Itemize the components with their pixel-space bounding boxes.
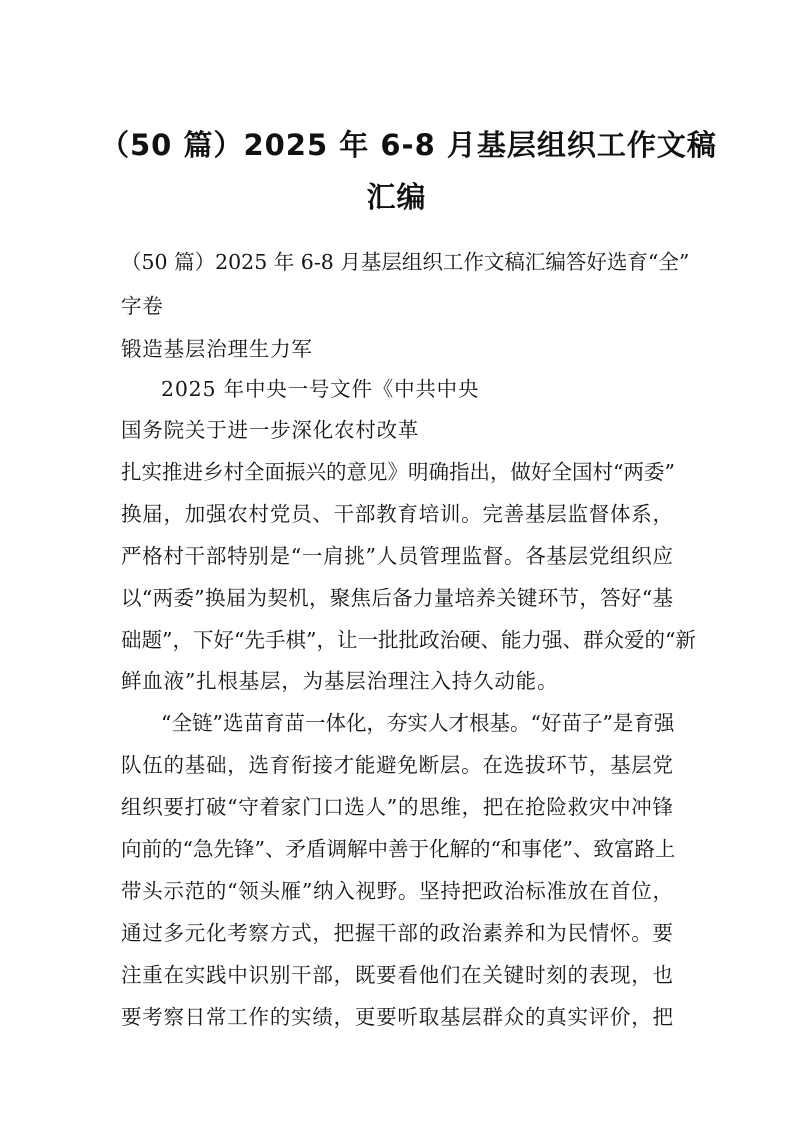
body-line: 以“两委”换届为契机，聚焦后备力量培养关键环节，答好“基 [121, 586, 673, 610]
body-line: 国务院关于进一步深化农村改革 [121, 418, 420, 442]
body-line: 础题”，下好“先手棋”，让一批批政治硬、能力强、群众爱的“新 [121, 628, 696, 652]
body-line: 向前的“急先锋”、矛盾调解中善于化解的“和事佬”、致富路上 [121, 837, 676, 861]
body-line: （50 篇）2025 年 6-8 月基层组织工作文稿汇编答好选育“全” [121, 250, 690, 274]
body-line: “全链”选苗育苗一体化，夯实人才根基。“好苗子”是育强 [161, 711, 675, 735]
body-line: 带头示范的“领头雁”纳入视野。坚持把政治标准放在首位， [121, 879, 673, 903]
document-title-line-2: 汇编 [366, 180, 427, 214]
body-line: 组织要打破“守着家门口选人”的思维，把在抢险救灾中冲锋 [121, 795, 673, 819]
body-line: 队伍的基础，选育衔接才能避免断层。在选拔环节，基层党 [121, 753, 673, 777]
body-line: 鲜血液”扎根基层，为基层治理注入持久动能。 [121, 669, 559, 693]
body-line: 注重在实践中识别干部，既要看他们在关键时刻的表现，也 [121, 963, 673, 987]
body-line: 扎实推进乡村全面振兴的意见》明确指出，做好全国村“两委” [121, 460, 675, 484]
body-line: 严格村干部特别是“一肩挑”人员管理监督。各基层党组织应 [121, 544, 673, 568]
body-line: 锻造基层治理生力军 [121, 337, 313, 361]
body-line: 2025 年中央一号文件《中共中央 [161, 377, 480, 401]
document-title-line-1: （50 篇）2025 年 6-8 月基层组织工作文稿 [100, 128, 717, 162]
body-line: 字卷 [121, 294, 164, 318]
body-line: 换届，加强农村党员、干部教育培训。完善基层监督体系， [121, 502, 673, 526]
body-line: 通过多元化考察方式，把握干部的政治素养和为民情怀。要 [121, 921, 673, 945]
body-line: 要考察日常工作的实绩，更要听取基层群众的真实评价，把 [121, 1005, 673, 1029]
